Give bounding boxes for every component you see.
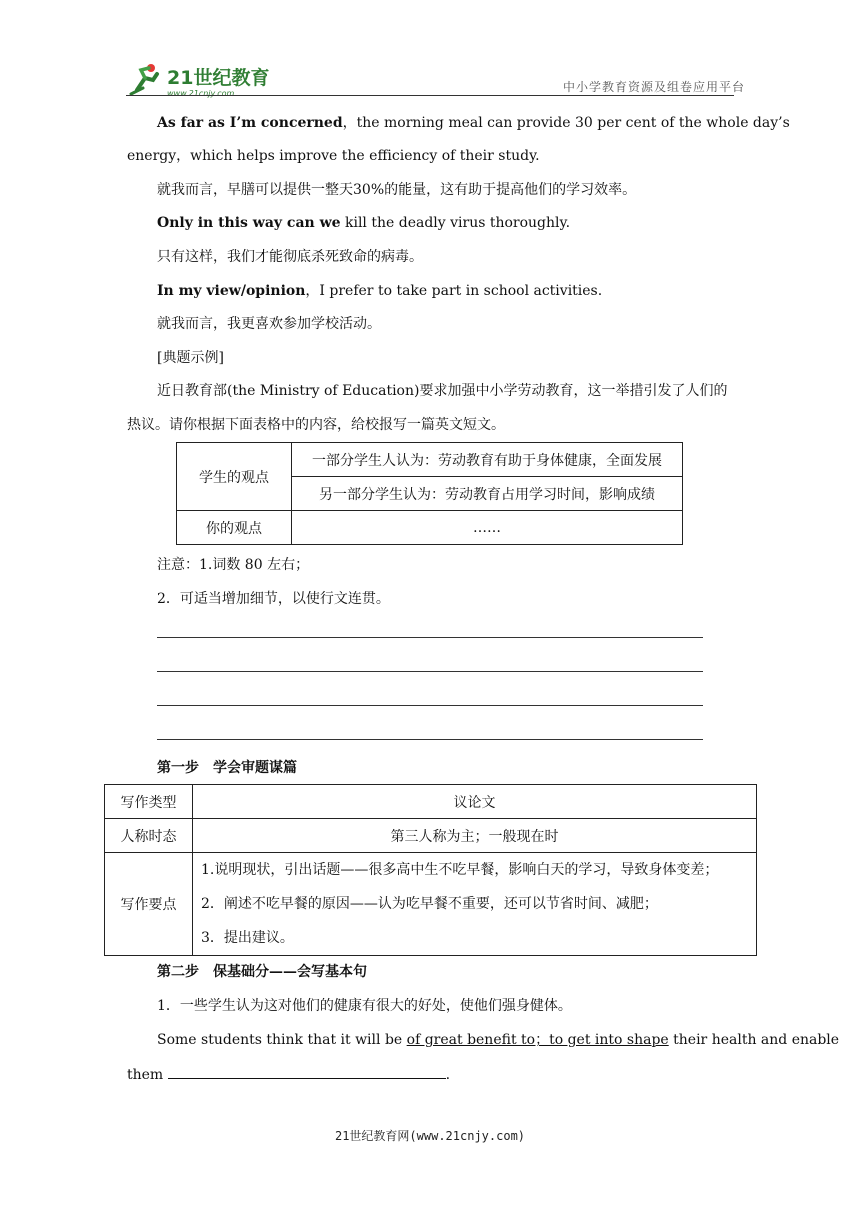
- paragraph-4: 只有这样，我们才能彻底杀死致命的病毒。: [157, 249, 423, 265]
- note-1: 注意：1.词数 80 左右；: [157, 557, 310, 573]
- step-2-title: 第二步 保基础分——会写基本句: [157, 964, 367, 980]
- site-logo: [127, 60, 287, 100]
- intro-line-2: 热议。请你根据下面表格中的内容，给校报写一篇英文短文。: [127, 417, 505, 433]
- bold-phrase: As far as I’m concerned: [157, 115, 343, 131]
- step-1-title: 第一步 学会审题谋篇: [157, 760, 297, 776]
- sentence-text: Some students think that it will be: [157, 1032, 407, 1048]
- sentence-text: their health and enable: [668, 1032, 840, 1048]
- table-label: 人称时态: [105, 819, 193, 853]
- page-footer: 21世纪教育网(www.21cnjy.com): [334, 1129, 526, 1143]
- logo-url: www.21cnjy.com: [167, 89, 235, 98]
- header-divider: [126, 95, 734, 96]
- question-1-en: [157, 1030, 839, 1050]
- question-1-line2: [127, 1064, 450, 1085]
- table-cell: ……: [292, 511, 683, 545]
- table-cell: 一部分学生人认为：劳动教育有助于身体健康，全面发展: [292, 443, 683, 477]
- example-label: [典题示例]: [157, 350, 224, 366]
- writing-points: [193, 853, 757, 956]
- paragraph-1-line2: energy，which helps improve the efficiency of their study.: [127, 148, 540, 164]
- table-cell: 第三人称为主；一般现在时: [193, 819, 757, 853]
- paragraph-2: 就我而言，早膳可以提供一整天30%的能量，这有助于提高他们的学习效率。: [157, 182, 637, 198]
- point-item: 3．提出建议。: [201, 930, 294, 946]
- table-cell: 议论文: [193, 785, 757, 819]
- runner-icon: [131, 64, 157, 94]
- sentence-text: them: [127, 1067, 168, 1083]
- table-label: 学生的观点: [177, 443, 292, 511]
- sentence-text: .: [445, 1067, 451, 1083]
- intro-line-1: 近日教育部(the Ministry of Education)要求加强中小学劳动教育，这一举措引发了人们的: [157, 383, 728, 399]
- writing-line: [157, 637, 703, 638]
- note-2: 2．可适当增加细节，以使行文连贯。: [157, 591, 390, 607]
- views-table: [176, 442, 683, 545]
- point-item: 2．阐述不吃早餐的原因——认为吃早餐不重要，还可以节省时间、减肥；: [201, 896, 658, 912]
- table-label: 你的观点: [177, 511, 292, 545]
- step-1-table: [104, 784, 757, 956]
- point-item: 1.说明现状，引出话题——很多高中生不吃早餐，影响白天的学习，导致身体变差；: [201, 862, 719, 878]
- paragraph-3: [157, 213, 570, 233]
- bold-phrase: Only in this way can we: [157, 215, 341, 231]
- paragraph-text: kill the deadly virus thoroughly.: [340, 215, 571, 231]
- paragraph-text: ，I prefer to take part in school activities.: [305, 283, 603, 299]
- paragraph-5: [157, 281, 602, 301]
- writing-line: [157, 705, 703, 706]
- question-1-cn: 1．一些学生认为这对他们的健康有很大的好处，使他们强身健体。: [157, 998, 572, 1014]
- bold-phrase: In my view/opinion: [157, 283, 306, 299]
- writing-line: [157, 671, 703, 672]
- table-label: 写作类型: [105, 785, 193, 819]
- answer-blank[interactable]: [168, 1064, 446, 1079]
- table-label: 写作要点: [105, 853, 193, 956]
- header-platform-text: 中小学教育资源及组卷应用平台: [563, 80, 746, 94]
- paragraph-text: ，the morning meal can provide 30 per cent of the whole day’s: [342, 115, 790, 131]
- logo-text: 21世纪教育: [167, 67, 270, 89]
- paragraph-1: [157, 113, 790, 133]
- paragraph-6: 就我而言，我更喜欢参加学校活动。: [157, 316, 381, 332]
- underlined-answer: of great benefit to；to get into shape: [406, 1032, 669, 1048]
- writing-line: [157, 739, 703, 740]
- table-cell: 另一部分学生认为：劳动教育占用学习时间，影响成绩: [292, 477, 683, 511]
